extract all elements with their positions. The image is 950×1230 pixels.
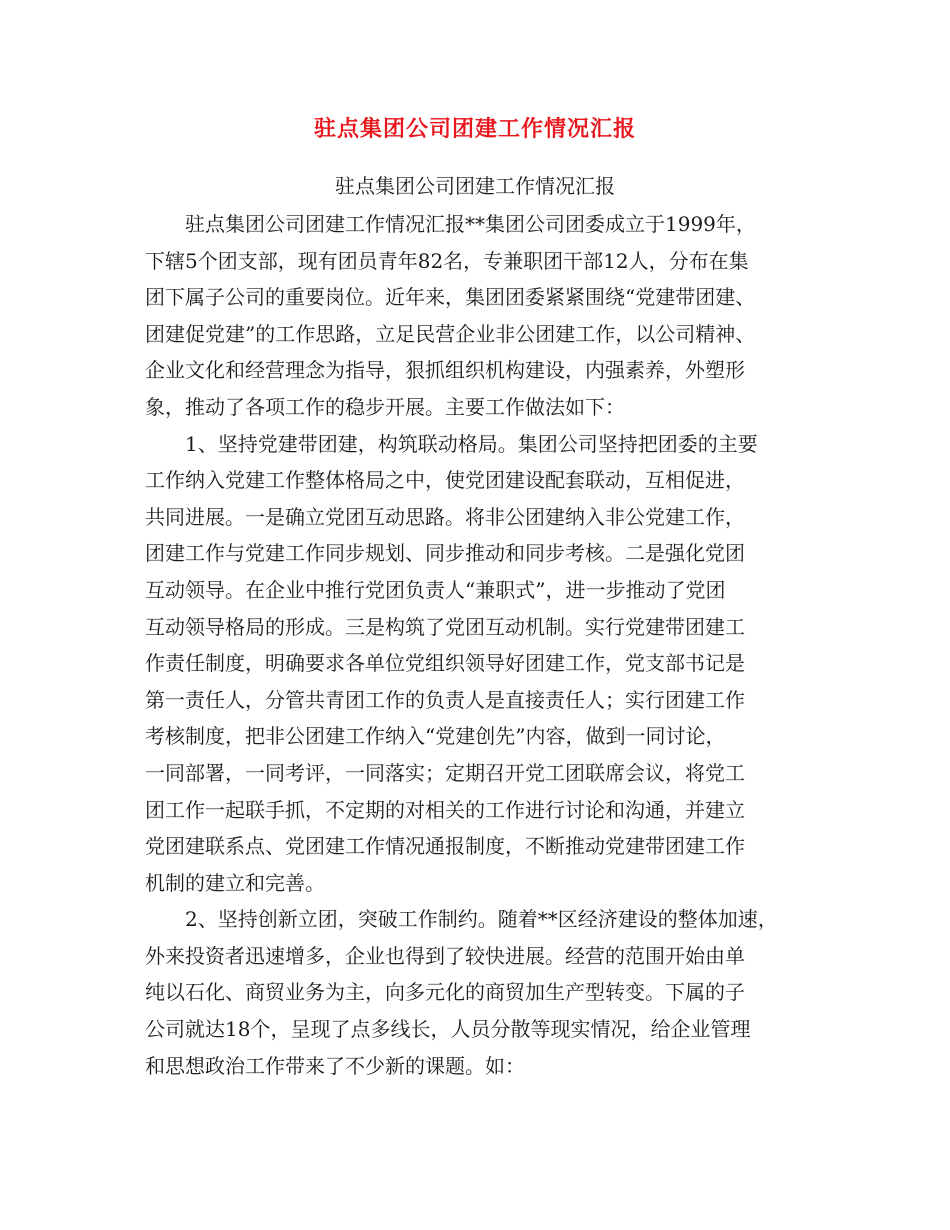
- text-line: 团工作一起联手抓，不定期的对相关的工作进行讨论和沟通，并建立: [145, 797, 745, 822]
- text-line: 考核制度，把非公团建工作纳入“党建创先”内容，做到一同讨论，: [145, 724, 726, 749]
- text-line: 第一责任人，分管共青团工作的负责人是直接责任人；实行团建工作: [145, 687, 745, 712]
- text-line: 工作纳入党建工作整体格局之中，使党团建设配套联动，互相促进，: [145, 468, 745, 493]
- text-line: 共同进展。一是确立党团互动思路。将非公团建纳入非公党建工作，: [145, 504, 745, 529]
- text-line: 互动领导。在企业中推行党团负责人“兼职式”，进一步推动了党团: [145, 577, 726, 602]
- text-line: 党团建联系点、党团建工作情况通报制度，不断推动党建带团建工作: [145, 834, 745, 859]
- text-line: 下辖5个团支部，现有团员青年82名，专兼职团干部12人，分布在集: [145, 248, 749, 273]
- text-line: 2、坚持创新立团，突破工作制约。随着**区经济建设的整体加速，: [185, 907, 778, 932]
- text-line: 和思想政治工作带来了不少新的课题。如：: [145, 1053, 525, 1078]
- document-subtitle: 驻点集团公司团建工作情况汇报: [335, 174, 615, 198]
- text-line: 象，推动了各项工作的稳步开展。主要工作做法如下：: [145, 394, 625, 419]
- text-line: 团下属子公司的重要岗位。近年来，集团团委紧紧围绕“党建带团建、: [145, 285, 756, 310]
- text-line: 团建工作与党建工作同步规划、同步推动和同步考核。二是强化党团: [145, 541, 745, 566]
- text-line: 驻点集团公司团建工作情况汇报**集团公司团委成立于1999年，: [185, 212, 756, 236]
- text-line: 作责任制度，明确要求各单位党组织领导好团建工作，党支部书记是: [145, 651, 745, 676]
- text-line: 1、坚持党建带团建，构筑联动格局。集团公司坚持把团委的主要: [185, 431, 758, 456]
- text-line: 互动领导格局的形成。三是构筑了党团互动机制。实行党建带团建工: [145, 614, 745, 639]
- text-line: 团建促党建”的工作思路，立足民营企业非公团建工作，以公司精神、: [145, 321, 756, 346]
- text-line: 公司就达18个，呈现了点多线长，人员分散等现实情况，给企业管理: [145, 1017, 751, 1042]
- text-line: 一同部署，一同考评，一同落实；定期召开党工团联席会议，将党工: [145, 760, 745, 785]
- document-title: 驻点集团公司团建工作情况汇报: [313, 116, 636, 142]
- text-line: 机制的建立和完善。: [145, 870, 325, 895]
- text-line: 外来投资者迅速增多，企业也得到了较快进展。经营的范围开始由单: [145, 943, 745, 968]
- text-line: 纯以石化、商贸业务为主，向多元化的商贸加生产型转变。下属的子: [145, 980, 745, 1005]
- document-body: [145, 206, 825, 1084]
- text-line: 企业文化和经营理念为指导，狠抓组织机构建设，内强素养，外塑形: [145, 358, 745, 383]
